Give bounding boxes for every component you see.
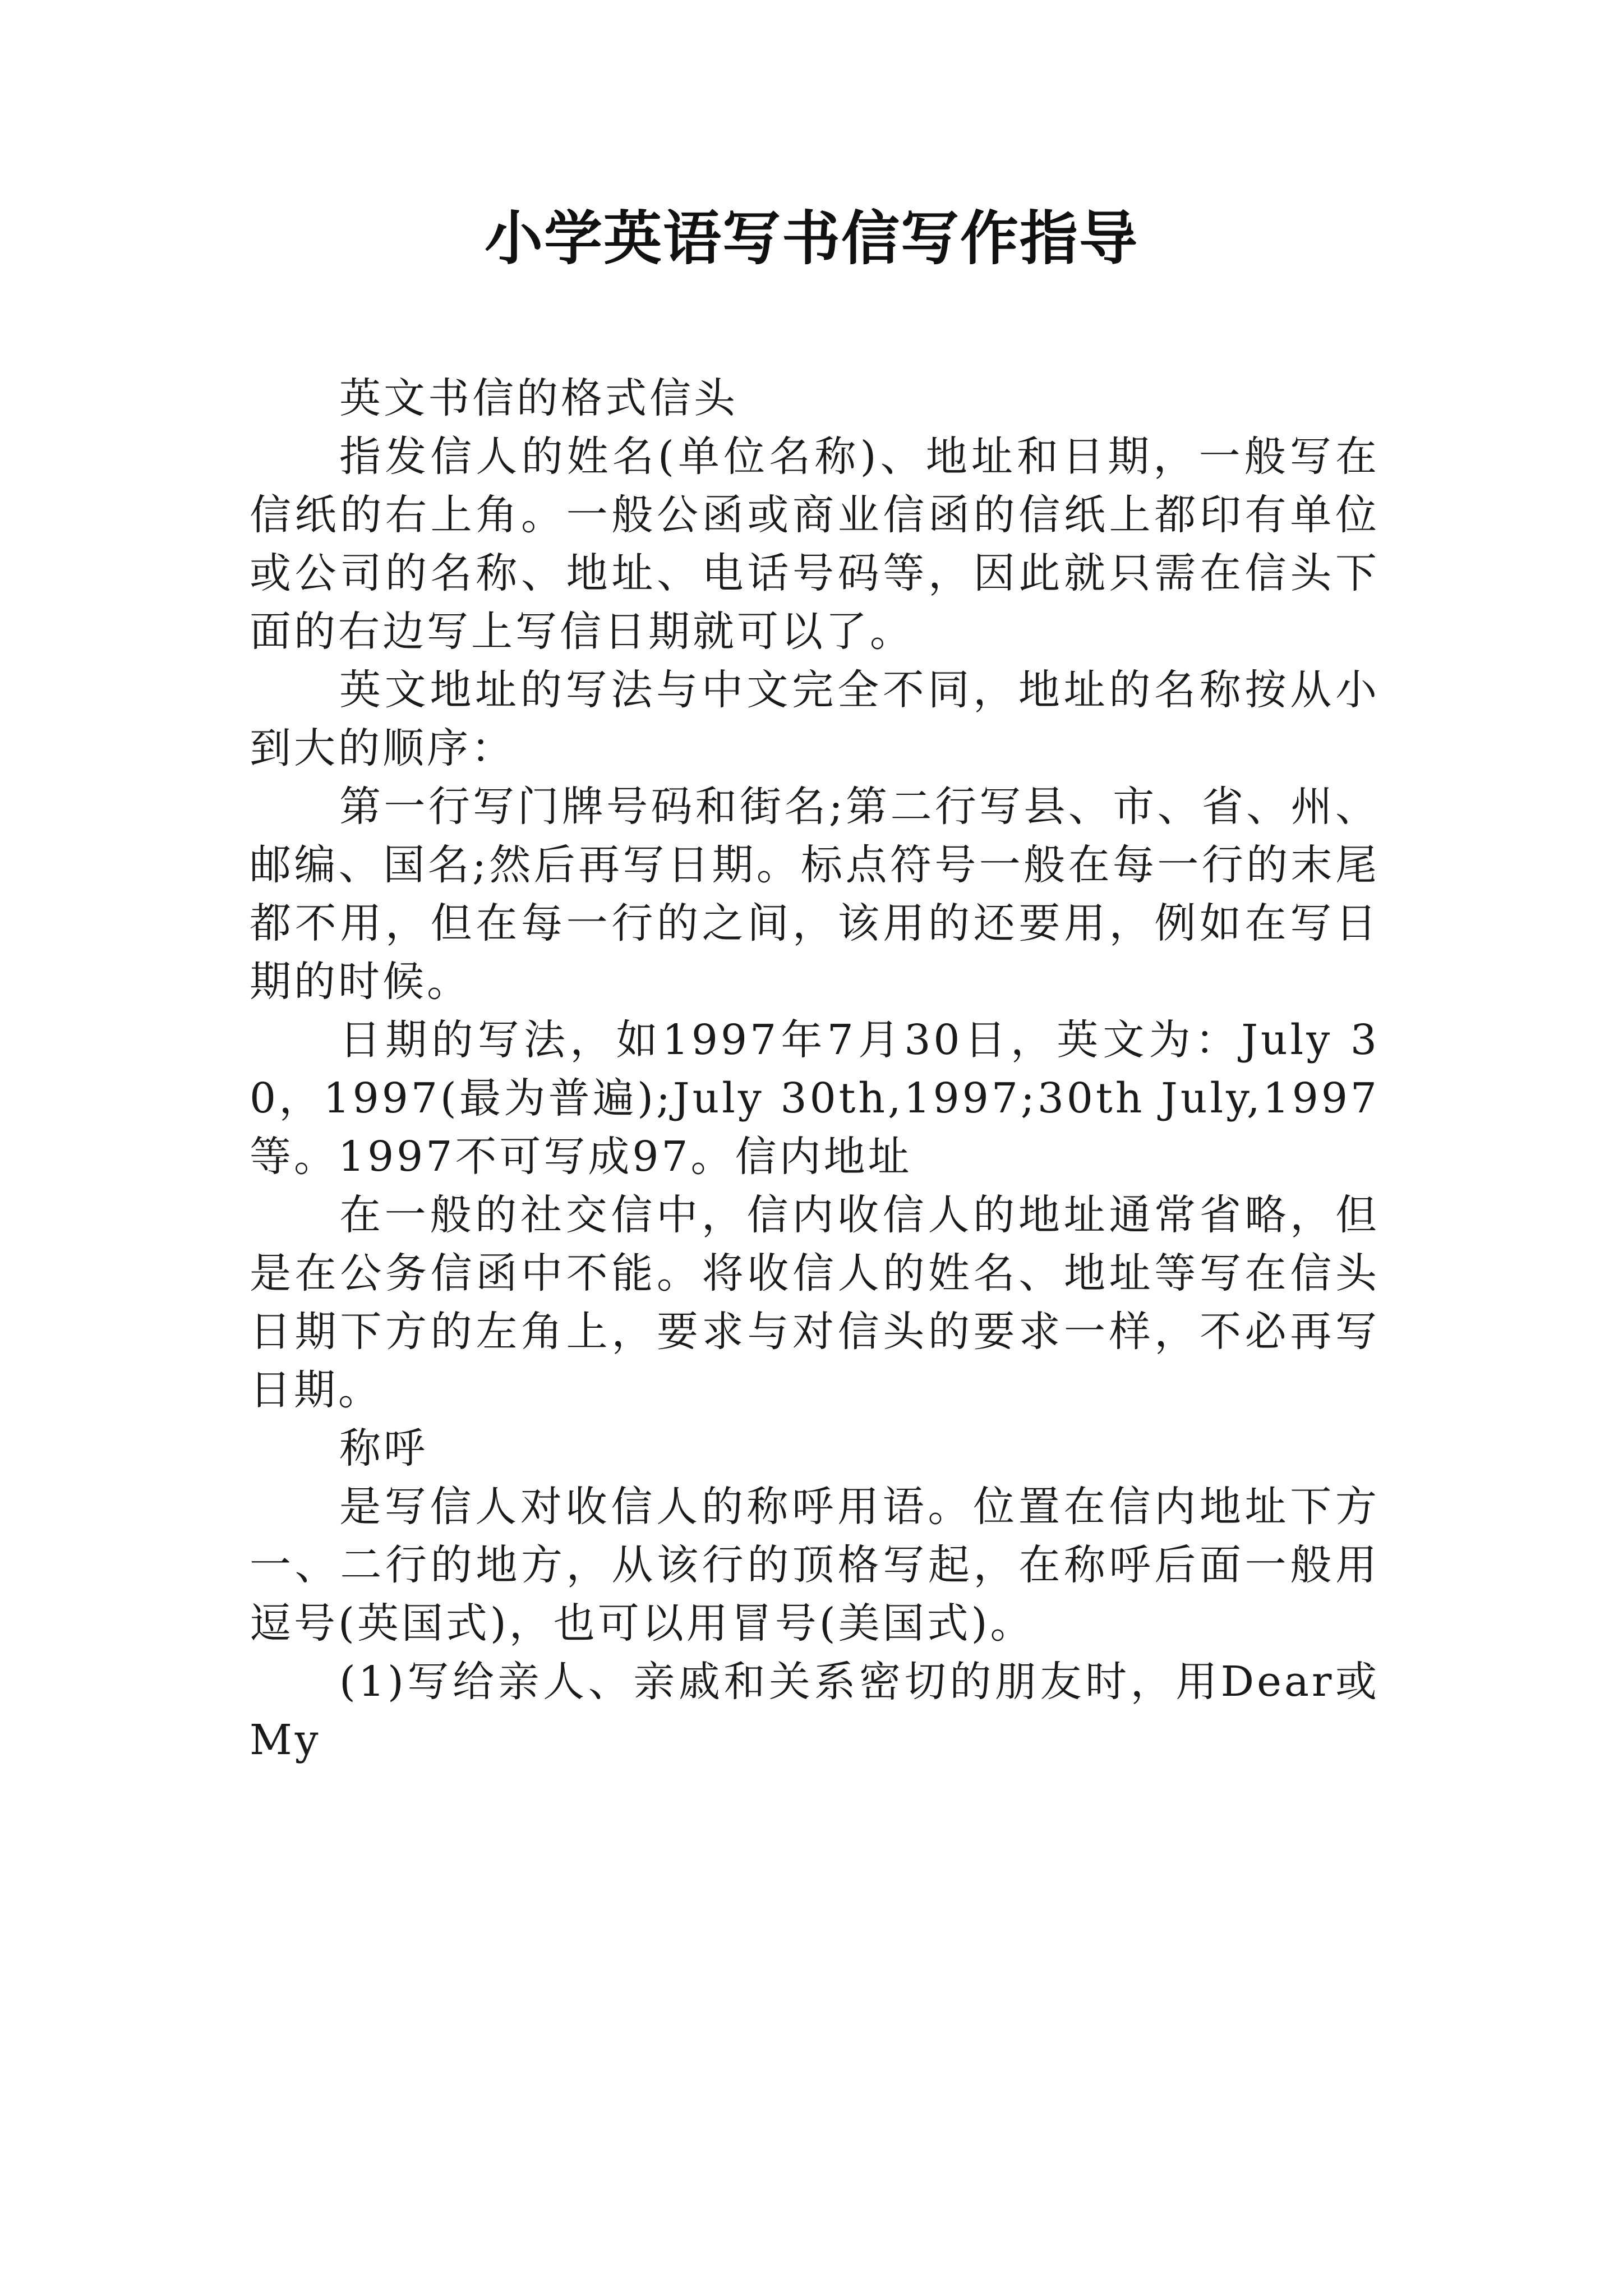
paragraph-salutation-description: 是写信人对收信人的称呼用语。位置在信内地址下方一、二行的地方，从该行的顶格写起，在称呼后面一般用逗号(英国式)，也可以用冒号(美国式)。 [250, 1483, 1380, 1648]
paragraph-salutation-heading: 称呼 [339, 1424, 428, 1473]
paragraph-letter-format-heading: 英文书信的格式信头 [339, 374, 738, 422]
paragraph-salutation-example-1: (1)写给亲人、亲戚和关系密切的朋友时，用Dear或My [250, 1658, 1380, 1764]
document-title: 小学英语写书信写作指导 [484, 204, 1138, 273]
paragraph-address-order: 英文地址的写法与中文完全不同，地址的名称按从小到大的顺序： [250, 666, 1380, 772]
paragraph-letterhead-description: 指发信人的姓名(单位名称)、地址和日期，一般写在信纸的右上角。一般公函或商业信函的信纸上都印有单位或公司的名称、地址、电话号码等，因此就只需在信头下面的右边写上写信日期就可以了。 [250, 432, 1380, 656]
paragraph-date-format: 日期的写法，如1997年7月30日，英文为：July 30，1997(最为普遍);July 30th,1997;30th July,1997等。1997不可写成97。信内地址 [250, 1016, 1380, 1181]
document-body [250, 369, 1380, 1769]
paragraph-address-lines: 第一行写门牌号码和街名;第二行写县、市、省、州、邮编、国名;然后再写日期。标点符号一般在每一行的末尾都不用，但在每一行的之间，该用的还要用，例如在写日期的时候。 [250, 783, 1380, 1006]
paragraph-inside-address: 在一般的社交信中，信内收信人的地址通常省略，但是在公务信函中不能。将收信人的姓名、地址等写在信头日期下方的左角上，要求与对信头的要求一样，不必再写日期。 [250, 1191, 1380, 1414]
